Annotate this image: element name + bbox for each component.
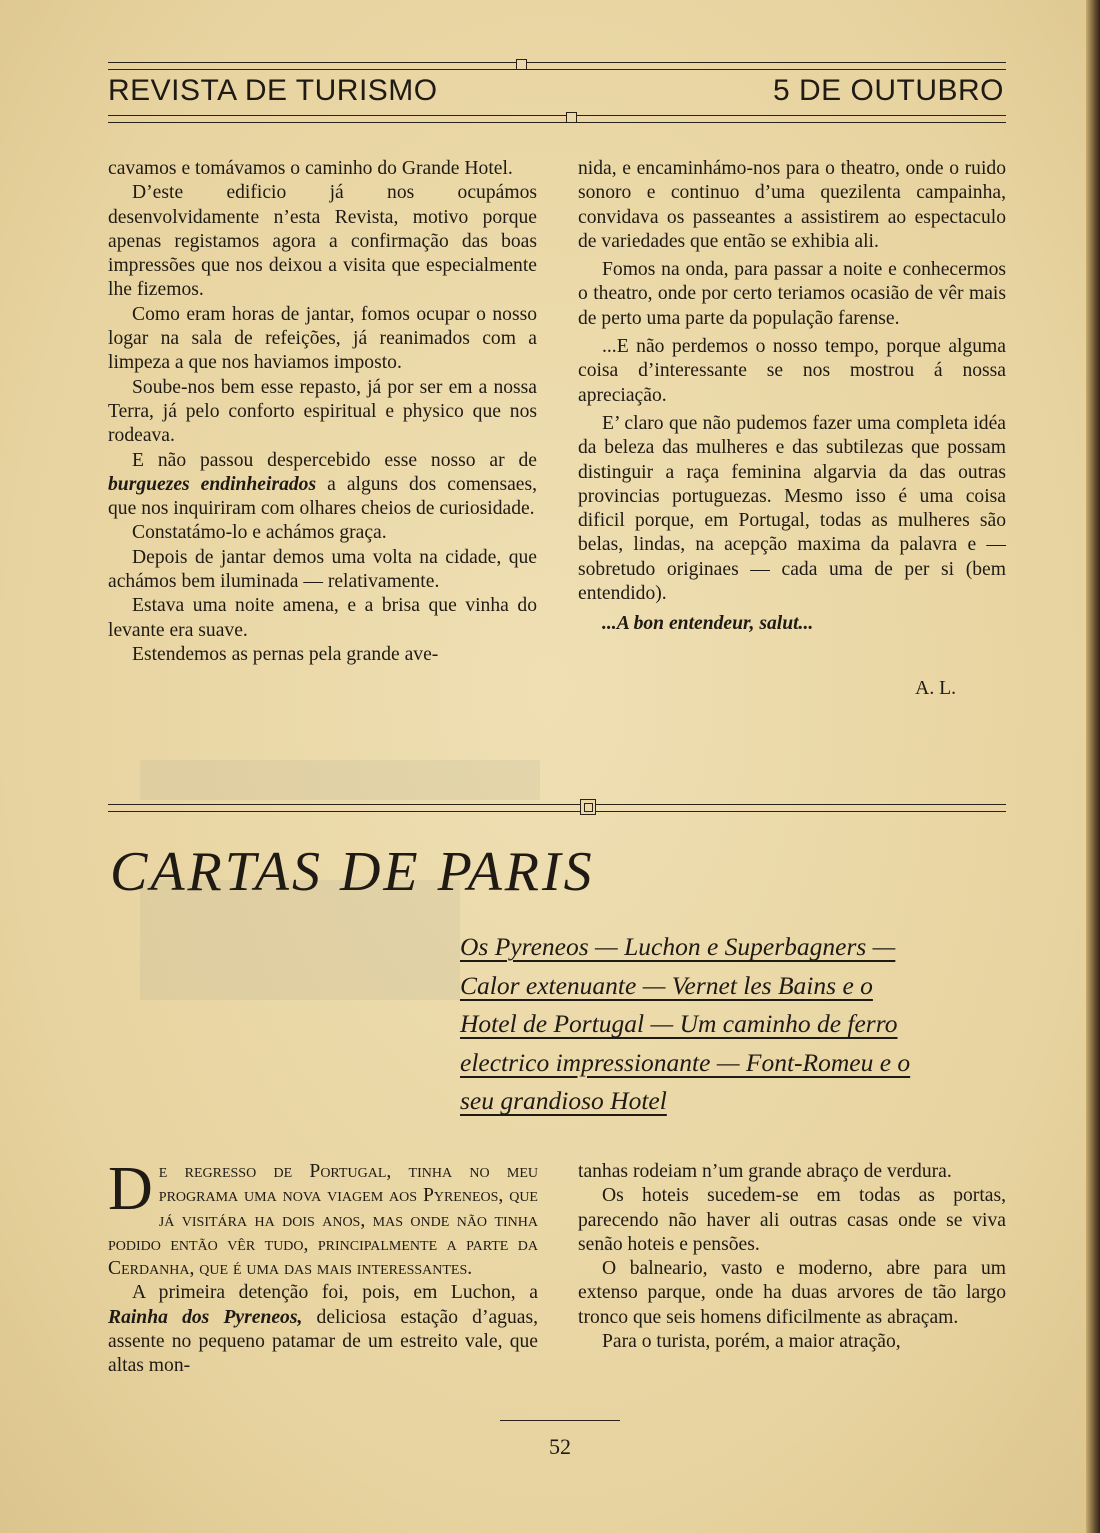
section-divider [108,804,1006,812]
closing-quote: ...A bon entendeur, salut... [602,613,814,635]
footer-rule [500,1420,620,1421]
paragraph [108,1155,538,1281]
paragraph: ...E não perdemos o nosso tempo, porque alguma coisa d’interessante se nos mostrou á nossa apreciação. [578,336,1006,406]
subtitle-text: Os Pyreneos — Luchon e Superbagners — [460,932,896,961]
paragraph-text: A primeira detenção foi, pois, em Luchon, a [132,1282,538,1304]
subtitle-line [460,928,1006,967]
subtitle-text: Hotel de Portugal — Um caminho de ferro [460,1009,898,1038]
signature: A. L. [915,677,956,699]
article-column-top-right [578,157,1006,701]
subtitle-text: seu grandioso Hotel [460,1086,667,1115]
paragraph: Constatámo-lo e achámos graça. [132,522,387,544]
paragraph: Soube-nos bem esse repasto, já por ser em a nossa Terra, já pelo conforto espiritual e physico que nos rodeava. [108,376,537,447]
paragraph: Estava uma noite amena, e a brisa que vinha do levante era suave. [108,595,537,641]
article-column-bottom-right [578,1160,1006,1354]
paragraph: nida, e encaminhámo-nos para o theatro, onde o ruido sonoro e continuo d’uma quezilenta campainha, convidava os passeantes a assistirem ao espectaculo de variedades que então se exhibia ali. [578,158,1006,252]
paper-stain [140,760,540,800]
subtitle-line [460,1005,1006,1044]
paragraph: Estendemos as pernas pela grande ave- [132,643,439,665]
ornament-icon [580,799,596,815]
paragraph: cavamos e tomávamos o caminho do Grande Hotel. [108,158,513,179]
paragraph: O balneario, vasto e moderno, abre para um extenso parque, onde ha duas arvores de tão largo tronco que seis homens dificilmente as abraçam. [578,1258,1006,1328]
header-rule-bottom [108,115,1006,123]
paragraph: Fomos na onda, para passar a noite e conhecermos o theatro, onde por certo teriamos ocasião de vêr mais de perto uma parte da população farense. [578,259,1006,329]
paragraph: E’ claro que não pudemos fazer uma completa idéa da beleza das mulheres e das subtilezas que possam distinguir a raça feminina algarvia da das outras provincias portuguezas. Mesmo isso é uma coisa dificil porque, em Portugal, todas as mulheres são belas, lindas, na acepção maxima da palavra e — sobretudo originaes — cada uma de per si (bem entendido). [578,412,1006,605]
header-date: 5 DE OUTUBRO [772,74,1004,107]
paragraph-text: deliciosa estação d’aguas, assente no pequeno patamar de um estreito vale, que altas mon- [108,1306,538,1377]
emphasis-text: Rainha dos Pyreneos, [108,1306,303,1328]
paragraph [108,449,537,522]
paragraph [108,1281,538,1378]
section-title: CARTAS DE PARIS [110,841,595,903]
paragraph-text: a alguns dos comensaes, que nos inquiriram com olhares cheios de curiosidade. [108,473,538,520]
paragraph: Depois de jantar demos uma volta na cidade, que achámos bem iluminada — relativamente. [108,546,537,593]
book-spine [1086,0,1100,1533]
subtitle-line [460,1082,1006,1121]
paragraph-text: e regresso de Portugal, tinha no meu programa uma nova viagem aos Pyreneos, que já visitára ha dois anos, mas onde não tinha podido então vêr tudo, principalmente a parte da Cerdanha, que é uma das mais interessantes. [108,1161,538,1280]
paragraph-text: E não passou despercebido esse nosso ar de [132,449,537,471]
paragraph: Como eram horas de jantar, fomos ocupar o nosso logar na sala de refeições, já reanimados com a limpeza a que nos haviamos imposto. [108,303,537,374]
subtitle-text: electrico impressionante — Font-Romeu e o [460,1047,911,1077]
header-title: REVISTA DE TURISMO [108,74,438,107]
subtitle-line [460,1044,1006,1083]
page-number: 52 [549,1434,571,1459]
emphasis-text: burguezes endinheirados [108,473,317,495]
drop-cap: D [108,1155,153,1223]
article-column-top-left [108,157,537,667]
section-subtitle [460,928,1006,1121]
subtitle-line [460,967,1006,1006]
paragraph: Para o turista, porém, a maior atração, [602,1331,901,1353]
article-column-bottom-left [108,1155,538,1379]
paragraph: Os hoteis sucedem-se em todas as portas, parecendo não haver ali outras casas onde se viva senão hoteis e pensões. [578,1185,1006,1255]
subtitle-text: Calor extenuante — Vernet les Bains e o [460,970,873,1000]
paragraph: D’este edificio já nos ocupámos desenvolvidamente n’esta Revista, motivo porque apenas registamos agora a confirmação das boas impressões que nos deixou a visita que especialmente lhe fizemos. [108,182,537,301]
header-rule-top [108,62,1006,70]
paragraph: tanhas rodeiam n’um grande abraço de verdura. [578,1161,952,1182]
